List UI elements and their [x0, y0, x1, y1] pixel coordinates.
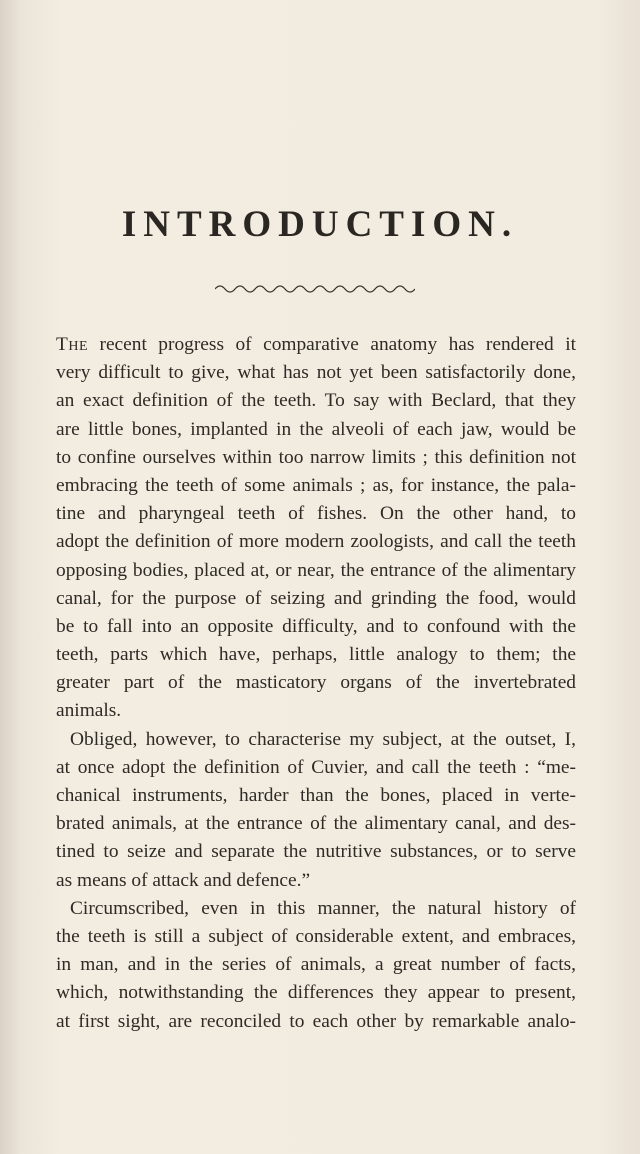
text-line: greater part of the masticatory organs of the invertebrated [56, 672, 576, 694]
text-line: opposing bodies, placed at, or near, the entrance of the alimentary [56, 559, 576, 581]
text-line: very difficult to give, what has not yet been satisfactorily done, [56, 362, 576, 384]
text-line: adopt the definition of more modern zoologists, and call the teeth [56, 531, 576, 553]
text-line: to confine ourselves within too narrow limits ; this definition not [56, 446, 576, 468]
wavy-rule-icon [215, 282, 415, 296]
text-line: as means of attack and defence.” [56, 869, 311, 891]
text-line: at once adopt the definition of Cuvier, and call the teeth : “me- [56, 756, 576, 778]
text-line: tined to seize and separate the nutritive substances, or to serve [56, 841, 576, 863]
text-line: teeth, parts which have, perhaps, little analogy to them; the [56, 644, 576, 666]
text-line: canal, for the purpose of seizing and grinding the food, would [56, 587, 576, 609]
lead-word: The [56, 334, 89, 355]
text-line: animals. [56, 700, 122, 722]
text-line: are little bones, implanted in the alveoli of each jaw, would be [56, 418, 576, 440]
text-line: The recent progress of comparative anatomy has rendered it [56, 334, 576, 355]
text-line: embracing the teeth of some animals ; as, for instance, the pala- [56, 474, 576, 496]
text-line: Obliged, however, to characterise my subject, at the outset, I, [70, 728, 576, 750]
text-line: the teeth is still a subject of considerable extent, and embraces, [56, 925, 576, 947]
text-line: be to fall into an opposite difficulty, and to confound with the [56, 615, 576, 637]
text-line: in man, and in the series of animals, a great number of facts, [56, 954, 576, 976]
text-line: at first sight, are reconciled to each other by remarkable analo- [56, 1010, 576, 1032]
body-text [56, 331, 576, 1036]
text-line: which, notwithstanding the differences they appear to present, [56, 982, 576, 1004]
text-line: tine and pharyngeal teeth of fishes. On the other hand, to [56, 503, 576, 525]
text-line: an exact definition of the teeth. To say with Beclard, that they [56, 390, 576, 412]
text-line: Circumscribed, even in this manner, the natural history of [70, 897, 576, 919]
text-line: brated animals, at the entrance of the alimentary canal, and des- [56, 813, 576, 835]
chapter-heading: INTRODUCTION. [121, 204, 519, 245]
text-line: chanical instruments, harder than the bones, placed in verte- [56, 785, 576, 806]
